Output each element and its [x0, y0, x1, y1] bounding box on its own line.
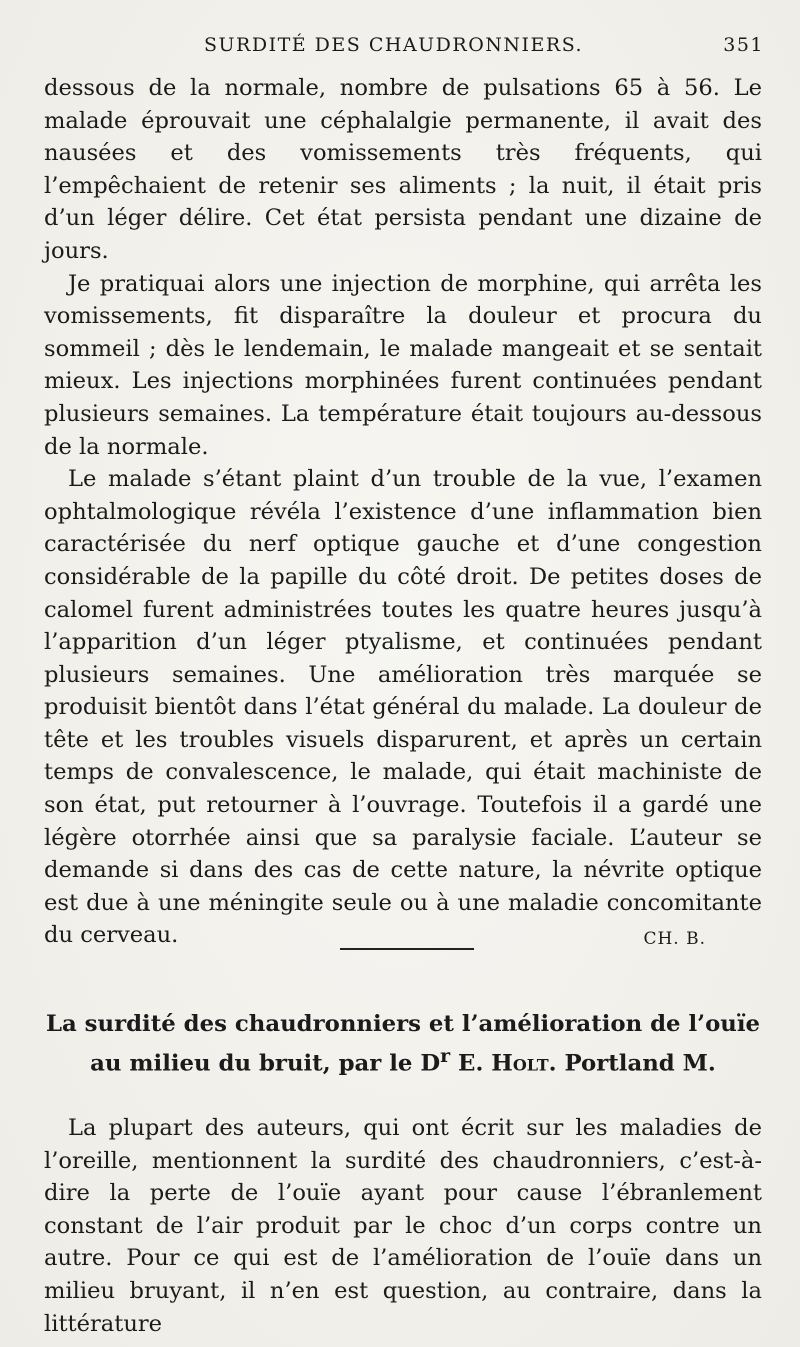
paragraph-3-text: Le malade s’étant plaint d’un trouble de la vue, l’examen ophtalmologique révéla l’existence d’une inflammation bien caractérisée du nerf optique gauche et d’une congestion considérable de la papille du côté droit. De petites doses de calomel furent administrées toutes les quatre heures jusqu’à l’apparition d’un léger ptyalisme, et continuées pendant plusieurs semaines. Une amélioration très marquée se produisit bientôt dans l’état général du malade. La douleur de tête et les troubles visuels disparurent, et après un certain temps de convalescence, le malade, qui était machiniste de son état, put retourner à l’ouvrage. Toutefois il a gardé une légère otorrhée ainsi que sa paralysie faciale. L’auteur se demande si dans des cas de cette nature, la névrite optique est due à une méningite seule ou à une maladie concomitante du cerveau. [44, 466, 762, 949]
paragraph-3 [44, 463, 762, 952]
article-title-line-2 [44, 1040, 762, 1080]
article-body [44, 1112, 762, 1340]
article-title-line-1: La surdité des chaudronniers et l’amélioration de l’ouïe [45, 1011, 761, 1037]
title-place: . Portland M. [548, 1050, 716, 1077]
previous-article-text [44, 72, 762, 956]
paragraph-1: dessous de la normale, nombre de pulsations 65 à 56. Le malade éprouvait une céphalalgie permanente, il avait des nausées et des vomissements très fréquents, qui l’empêchaient de retenir ses aliments ; la nuit, il était pris d’un léger délire. Cet état persista pendant une dizaine de jours. [44, 75, 762, 264]
page-number: 351 [723, 34, 764, 56]
article-title [44, 1008, 762, 1080]
paragraph-2: Je pratiquai alors une injection de morphine, qui arrêta les vomissements, fit disparaître la douleur et procura du sommeil ; dès le lendemain, le malade mangeait et se sentait mieux. Les injections morphinées furent continuées pendant plusieurs semaines. La température était toujours au-dessous de la normale. [44, 270, 762, 460]
title-superscript: r [440, 1045, 451, 1067]
author-signature: CH. B. [643, 929, 706, 950]
title-prefix: au milieu du bruit, par le D [90, 1050, 441, 1077]
running-head [44, 34, 764, 64]
article-paragraph-1: La plupart des auteurs, qui ont écrit sur les maladies de l’oreille, mentionnent la surdité des chaudronniers, c’est-à-dire la perte de l’ouïe ayant pour cause l’ébranlement constant de l’air produit par le choc d’un corps contre un autre. Pour ce qui est de l’amélioration de l’ouïe dans un milieu bruyant, il n’en est question, au contraire, dans la littérature [44, 1115, 762, 1337]
running-title: SURDITÉ DES CHAUDRONNIERS. [204, 34, 584, 56]
title-author: E. Holt [450, 1050, 549, 1077]
section-divider [340, 948, 474, 950]
